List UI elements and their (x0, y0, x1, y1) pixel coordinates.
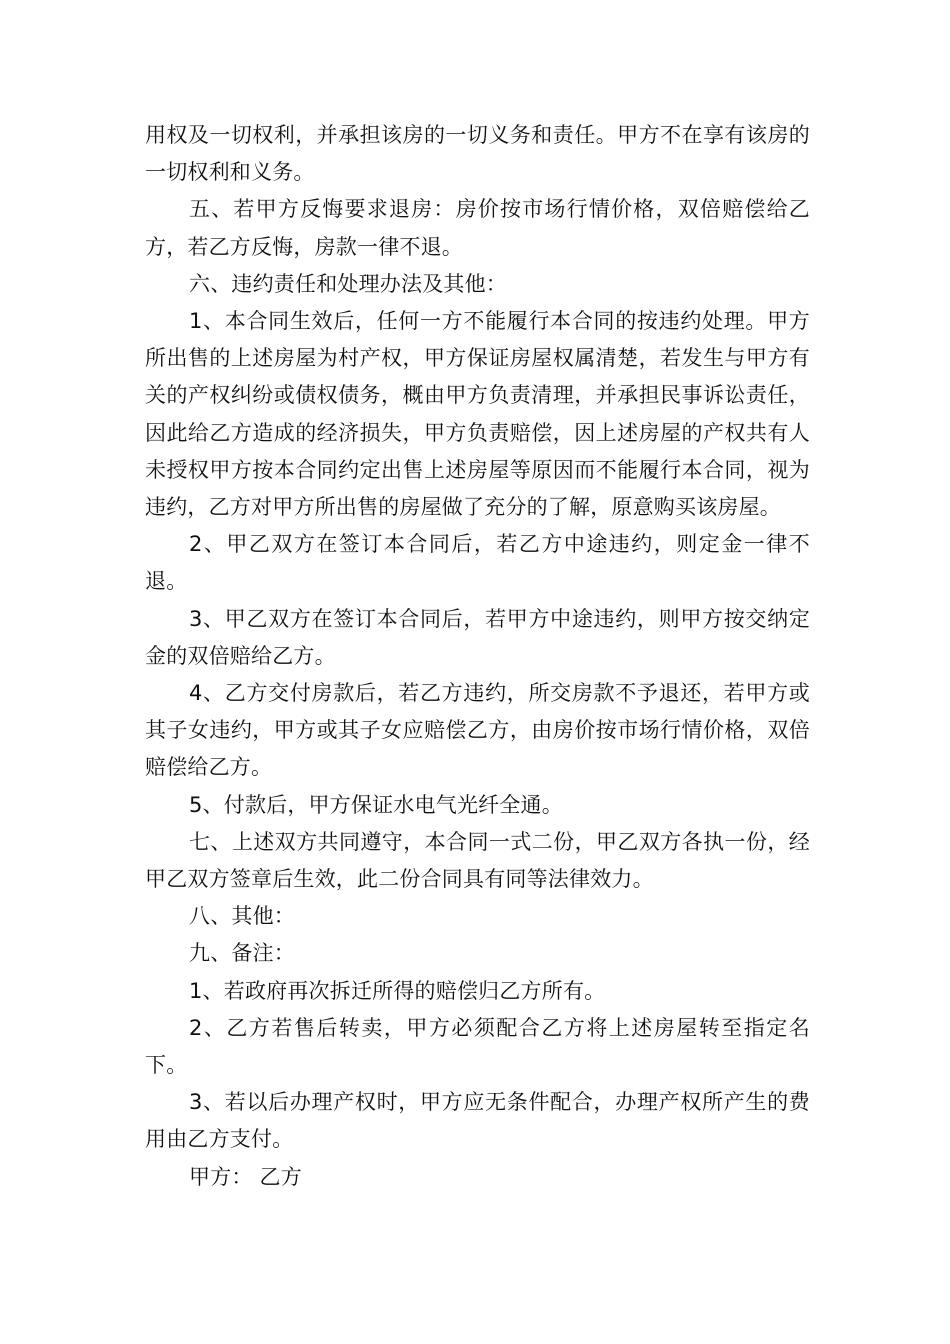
clause-6-item-5: 5、付款后，甲方保证水电气光纤全通。 (189, 792, 563, 817)
clause-6-heading: 六、违约责任和处理办法及其他： (189, 271, 507, 296)
remark-item-2: 2、乙方若售后转卖，甲方必须配合乙方将上述房屋转至指定名下。 (145, 1015, 810, 1078)
clause-6-item-3: 3、甲乙双方在签订本合同后，若甲方中途违约，则甲方按交纳定金的双倍赔给乙方。 (145, 606, 810, 668)
remark-item-3: 3、若以后办理产权时，甲方应无条件配合，办理产权所产生的费用由乙方支付。 (145, 1090, 810, 1152)
clause-9-remarks-heading: 九、备注： (189, 941, 295, 966)
paragraph-rights-transfer: 用权及一切权利，并承担该房的一切义务和责任。甲方不在享有该房的一切权利和义务。 (145, 123, 810, 185)
party-a-signature-label: 甲方： (189, 1164, 253, 1189)
clause-5-refund: 五、若甲方反悔要求退房：房价按市场行情价格，双倍赔偿给乙方，若乙方反悔，房款一律不退。 (145, 197, 810, 259)
contract-page (145, 117, 810, 1196)
remark-item-1: 1、若政府再次拆迁所得的赔偿归乙方所有。 (189, 978, 606, 1003)
clause-6-item-1: 1、本合同生效后，任何一方不能履行本合同的按违约处理。甲方所出售的上述房屋为村产权，甲方保证房屋权属清楚，若发生与甲方有关的产权纠纷或债权债务，概由甲方负责清理，并承担民事诉讼责任，因此给乙方造成的经济损失，甲方负责赔偿，因上述房屋的产权共有人未授权甲方按本合同约定出售上述房屋等原因而不能履行本合同，视为违约，乙方对甲方所出售的房屋做了充分的了解，原意购买该房屋。 (145, 309, 810, 520)
party-b-signature-label: 乙方 (259, 1164, 302, 1189)
clause-6-item-2: 2、甲乙双方在签订本合同后，若乙方中途违约，则定金一律不退。 (145, 532, 810, 594)
signature-line (145, 1159, 810, 1196)
clause-6-item-4: 4、乙方交付房款后，若乙方违约，所交房款不予退还，若甲方或其子女违约，甲方或其子女应赔偿乙方，由房价按市场行情价格，双倍赔偿给乙方。 (145, 681, 810, 780)
clause-7-validity: 七、上述双方共同遵守，本合同一式二份，甲乙双方各执一份，经甲乙双方签章后生效，此二份合同具有同等法律效力。 (145, 829, 810, 892)
clause-8-other: 八、其他： (189, 904, 295, 929)
